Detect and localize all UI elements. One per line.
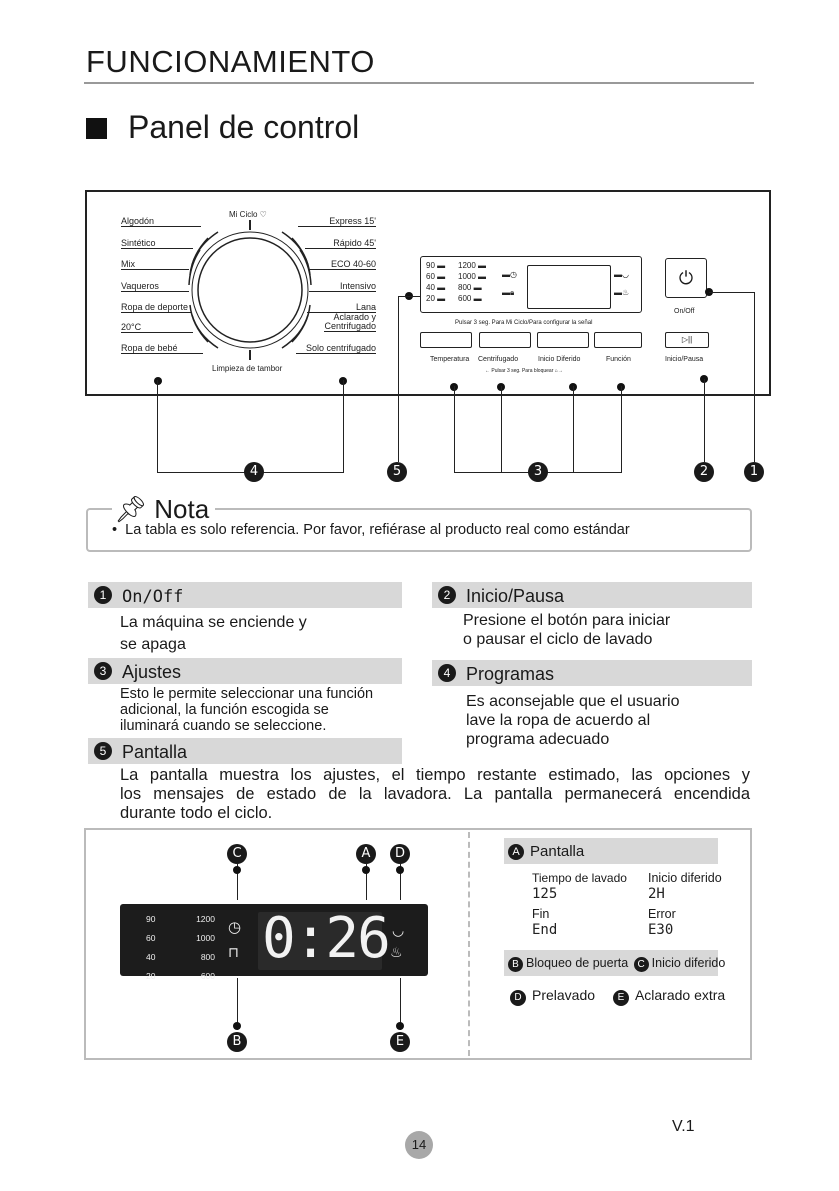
pin-icon: 📌︎ (114, 494, 148, 524)
start-pause-label: Inicio/Pausa (665, 356, 704, 363)
spin-label: Centrifugado (478, 356, 519, 363)
page-number: 14 (405, 1131, 433, 1159)
dashed-divider (468, 832, 470, 1056)
wash-time-value: 125 (532, 886, 558, 902)
delay-start-label: Inicio Diferido (538, 356, 581, 363)
program-right-4[interactable]: Intensivo (309, 281, 376, 292)
mi-ciclo-hint: Pulsar 3 seg. Para Mi Ciclo/Para configurar la señal (455, 320, 593, 326)
door-lock-icon: ⊓ (228, 944, 239, 960)
lock-icon: ▬🔒︎ (502, 288, 515, 297)
start-pause-button[interactable]: ▷|| (665, 332, 709, 348)
section-programs-header: 4 Programas (432, 660, 752, 686)
callout-1: 1 (744, 462, 764, 482)
extra-rinse-icon: ▬♨ (614, 288, 630, 297)
section-onoff-body: La máquina se enciende y se apaga (120, 614, 307, 653)
letter-d: D (390, 844, 410, 864)
end-value: End (532, 922, 558, 938)
bullet-square (86, 118, 107, 139)
temperature-label: Temperatura (430, 356, 470, 363)
rinse-lcd-icon: ♨ (390, 944, 403, 960)
section-onoff-header: 1 On/Off (88, 582, 402, 608)
legend-bc-row: B Bloqueo de puerta C Inicio diferido (504, 950, 718, 976)
delay-icon: ▬◷ (502, 270, 517, 279)
heading-rule (84, 82, 754, 84)
program-left-7[interactable]: Ropa de bebé (121, 343, 203, 354)
letter-a: A (356, 844, 376, 864)
program-left-3[interactable]: Mix (121, 259, 189, 270)
section-start-pause-body: Presione el botón para iniciar o pausar el ciclo de lavado (463, 612, 671, 648)
callout-4: 4 (244, 462, 264, 482)
program-left-5[interactable]: Ropa de deporte (121, 302, 191, 313)
program-right-3[interactable]: ECO 40-60 (309, 259, 376, 270)
function-button[interactable] (594, 332, 642, 348)
callout-2: 2 (694, 462, 714, 482)
callout-3: 3 (528, 462, 548, 482)
section-start-pause-header: 2 Inicio/Pausa (432, 582, 752, 608)
legend-de-row: D Prelavado E Aclarado extra (510, 987, 725, 1006)
onoff-label: On/Off (674, 308, 695, 315)
program-right-2[interactable]: Rápido 45' (305, 238, 376, 249)
section-display-header: 5 Pantalla (88, 738, 402, 764)
note-text: • La tabla es solo referencia. Por favor, refiérase al producto real como estándar (112, 522, 630, 538)
delay-label: Inicio diferido (648, 871, 722, 885)
error-value: E30 (648, 922, 674, 938)
letter-c: C (227, 844, 247, 864)
power-button[interactable]: ⏻ (665, 258, 707, 298)
callout-5: 5 (387, 462, 407, 482)
section-settings-header: 3 Ajustes (88, 658, 402, 684)
end-label: Fin (532, 907, 550, 921)
section-settings-body: Esto le permite seleccionar una función adicional, la función escogida se iluminará cuando se seleccione. (120, 686, 374, 734)
prewash-icon: ▬◡ (614, 270, 629, 279)
legend-header: A Pantalla (504, 838, 718, 864)
program-right-5[interactable]: Lana (307, 302, 376, 313)
prewash-lcd-icon: ◡ (392, 922, 405, 938)
program-right-6[interactable]: Aclarado y Centrifugado (324, 312, 376, 331)
program-left-6[interactable]: 20°C (121, 322, 193, 333)
function-label: Función (606, 356, 631, 363)
panel-speed-list: 1200 ▬ 1000 ▬ 800 ▬ 600 ▬ (458, 261, 487, 303)
wash-time-label: Tiempo de lavado (532, 871, 627, 885)
delay-start-button[interactable] (537, 332, 589, 348)
panel-temp-list: 90 ▬ 60 ▬ 40 ▬ 20 ▬ (426, 261, 446, 303)
error-label: Error (648, 907, 676, 921)
callout-dot (154, 377, 162, 385)
lcd-temps: 90 60 40 20 (146, 914, 156, 981)
program-right-1[interactable]: Express 15' (298, 216, 376, 227)
version-label: V.1 (672, 1118, 695, 1135)
temperature-button[interactable] (420, 332, 472, 348)
page-title: Panel de control (128, 109, 360, 145)
spin-button[interactable] (479, 332, 531, 348)
dial-top-label: Mi Ciclo ♡ (229, 210, 267, 219)
dial-bottom-label: Limpieza de tambor (212, 364, 283, 373)
section-display-body: La pantalla muestra los ajustes, el tiempo restante estimado, las opciones y los mensajes de estado de la lavadora. La pantalla permanecerá encendida durante todo el ciclo. (120, 766, 750, 822)
delay-value: 2H (648, 886, 665, 902)
lcd-time: 0:26 (262, 906, 389, 971)
program-left-2[interactable]: Sintético (121, 238, 193, 249)
section-heading: FUNCIONAMIENTO (86, 44, 375, 79)
program-left-1[interactable]: Algodón (121, 216, 201, 227)
panel-display-screen (527, 265, 611, 309)
lock-hint: ← Pulsar 3 seg. Para bloquear ⌂→ (485, 368, 563, 374)
delay-clock-icon: ◷ (228, 919, 242, 936)
program-left-4[interactable]: Vaqueros (121, 281, 189, 292)
section-programs-body: Es aconsejable que el usuario lave la ropa de acuerdo al programa adecuado (466, 693, 680, 748)
note-title: 📌︎ Nota (112, 494, 215, 525)
letter-b: B (227, 1032, 247, 1052)
letter-e: E (390, 1032, 410, 1052)
lcd-speeds: 1200 1000 800 600 (196, 914, 215, 981)
program-right-7[interactable]: Solo centrifugado (296, 343, 376, 354)
